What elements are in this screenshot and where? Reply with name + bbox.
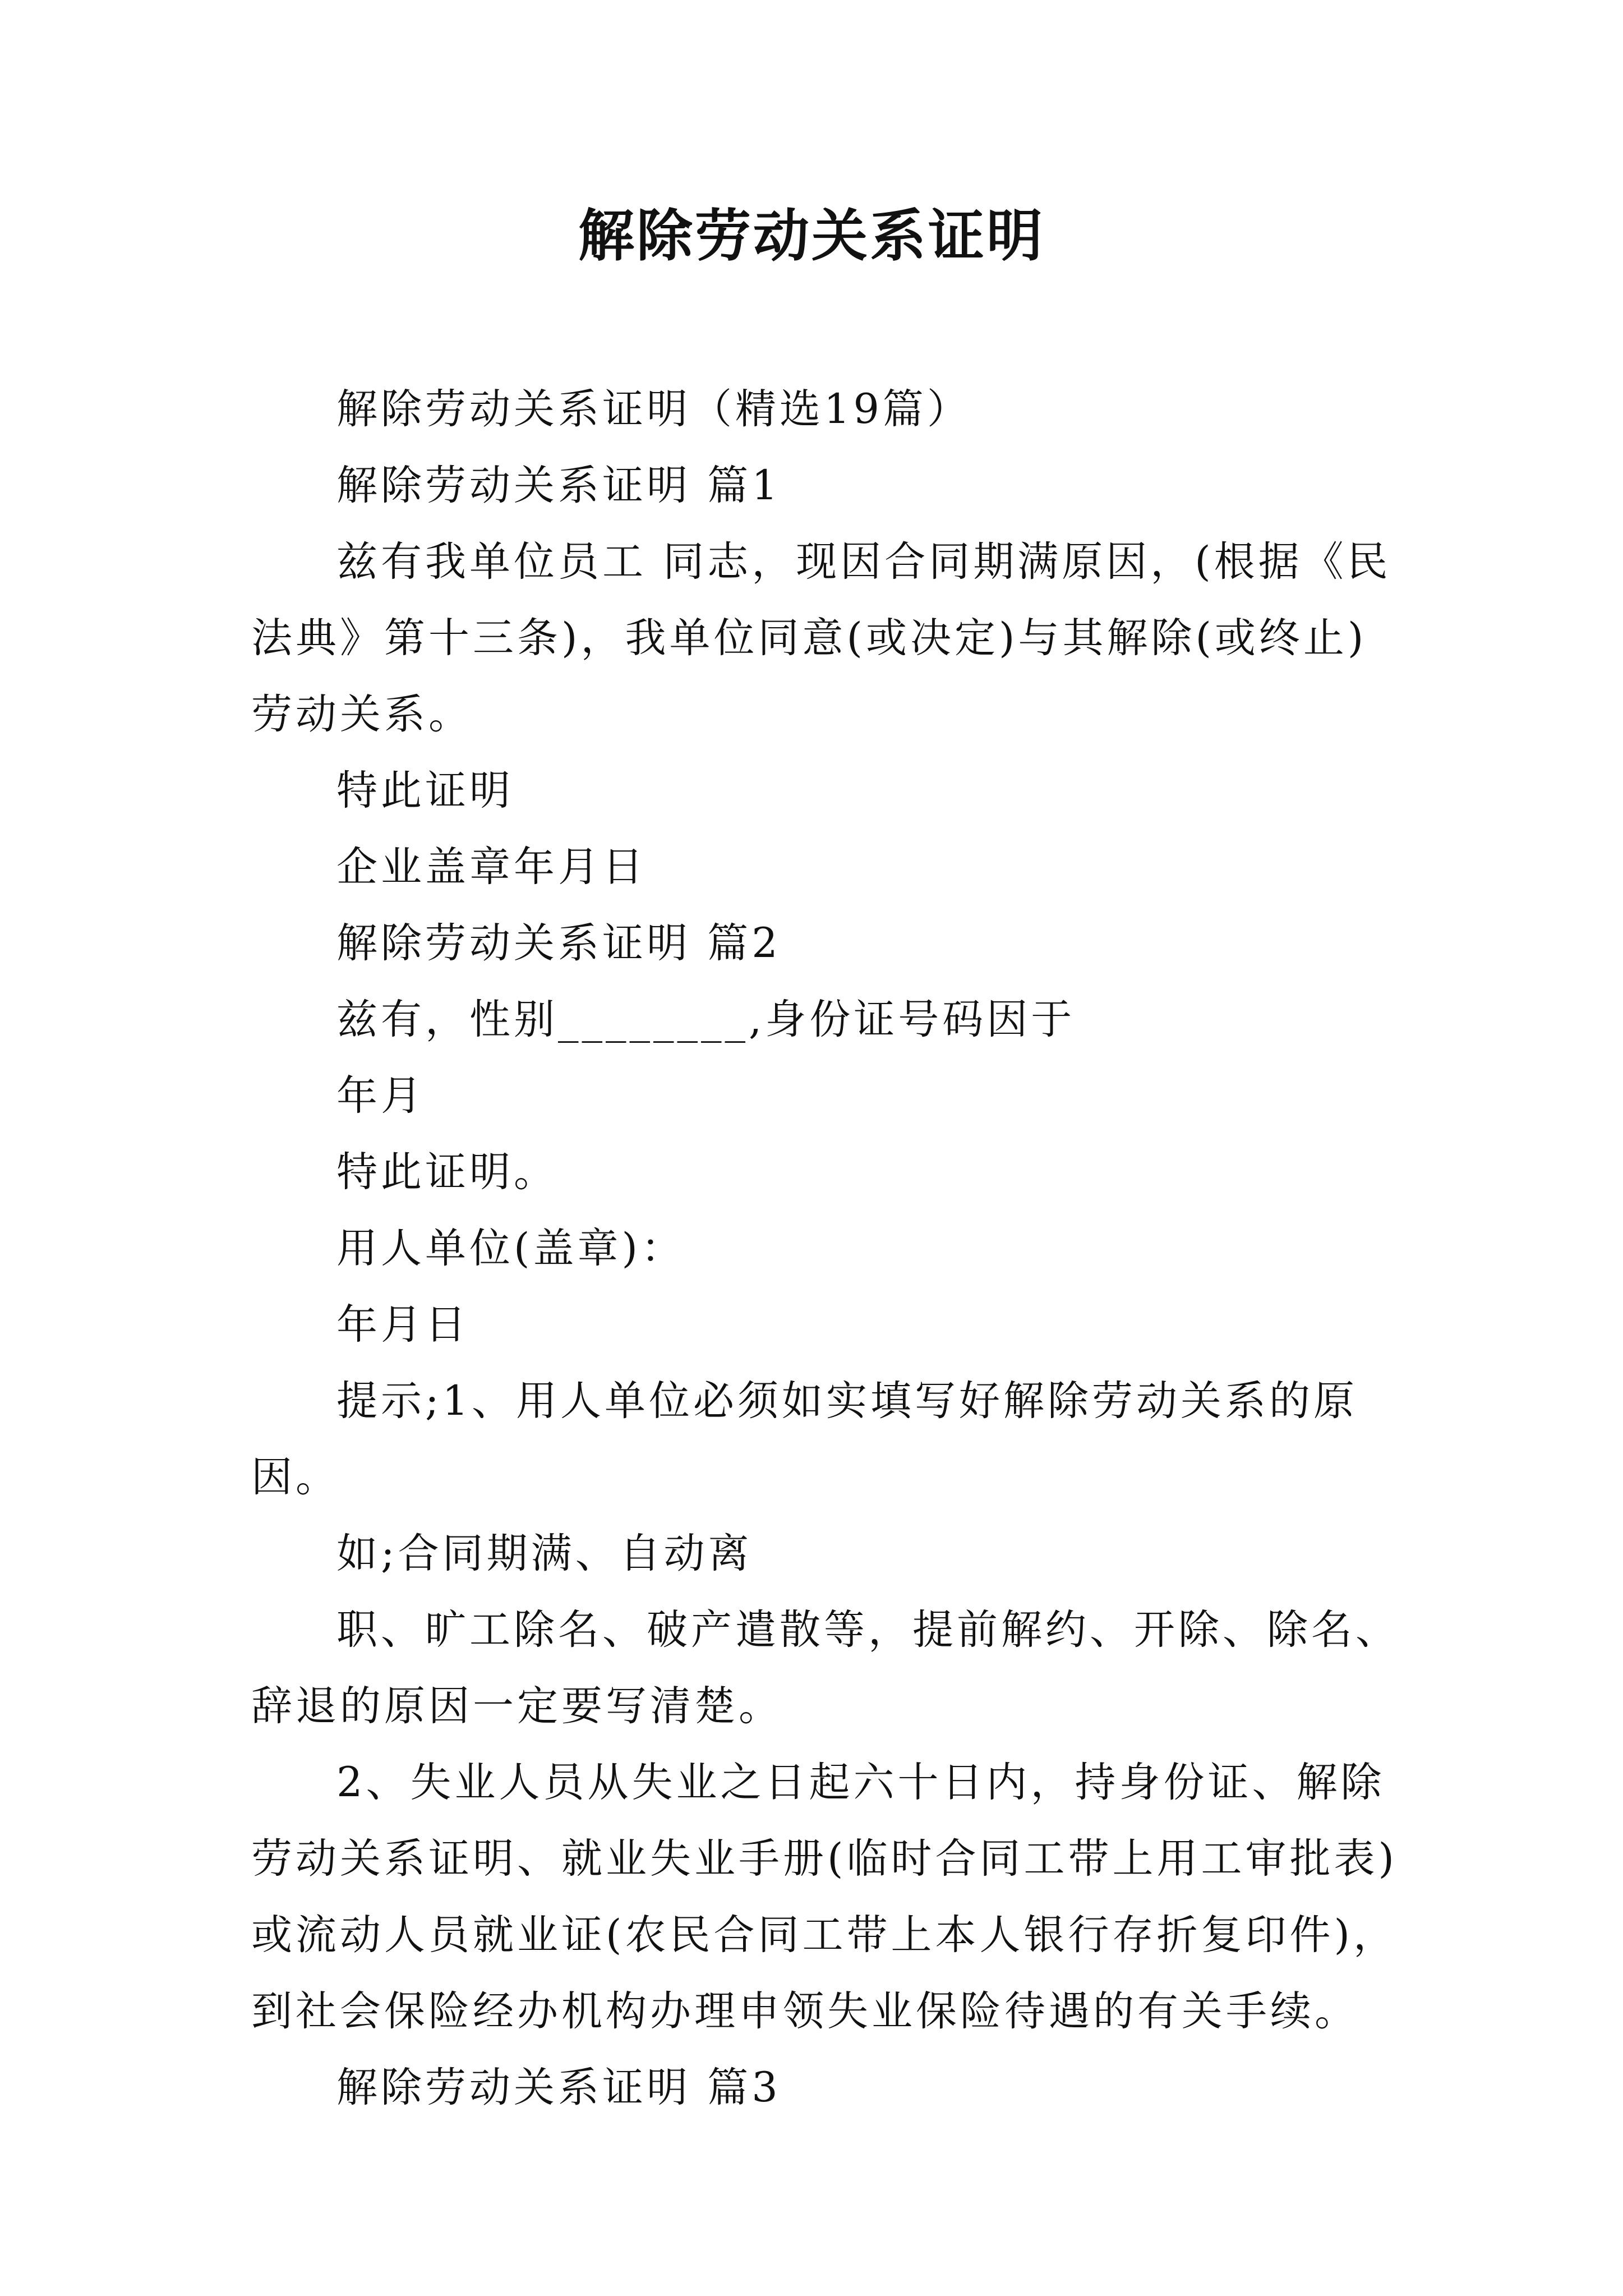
paragraph-tip-examples: 如;合同期满、自动离 [336,1530,753,1577]
paragraph-1-body: 兹有我单位员工 同志，现因合同期满原因，(根据《民法典》第十三条)，我单位同意(或决定)与其解除(或终止)劳动关系。 [251,538,1391,738]
paragraph-2-body: 兹有，性别________,身份证号码因于 [336,996,1076,1043]
document-body [251,371,1401,2126]
paragraph-2-employer-seal: 用人单位(盖章)： [336,1225,685,1272]
paragraph-tip-reasons: 职、旷工除名、破产遣散等，提前解约、开除、除名、辞退的原因一定要写清楚。 [251,1606,1400,1730]
paragraph-intro: 解除劳动关系证明（精选19篇） [336,385,971,433]
document-title: 解除劳动关系证明 [578,203,1045,269]
paragraph-2-date: 年月日 [336,1301,469,1349]
section-heading-2: 解除劳动关系证明 篇2 [336,919,781,967]
paragraph-2-year-month: 年月 [336,1072,425,1120]
paragraph-1-seal-date: 企业盖章年月日 [336,843,647,891]
paragraph-tip-2: 2、失业人员从失业之日起六十日内，持身份证、解除劳动关系证明、就业失业手册(临时合同工带上用工审批表)或流动人员就业证(农民合同工带上本人银行存折复印件)，到社会保险经办机构办理申领失业保险待遇的有关手续。 [251,1759,1398,2035]
section-heading-1: 解除劳动关系证明 篇1 [336,462,781,509]
paragraph-tip-1: 提示;1、用人单位必须如实填写好解除劳动关系的原因。 [251,1377,1358,1501]
paragraph-2-certify: 特此证明。 [336,1148,558,1196]
section-heading-3: 解除劳动关系证明 篇3 [336,2064,781,2111]
paragraph-1-certify: 特此证明 [336,767,514,815]
